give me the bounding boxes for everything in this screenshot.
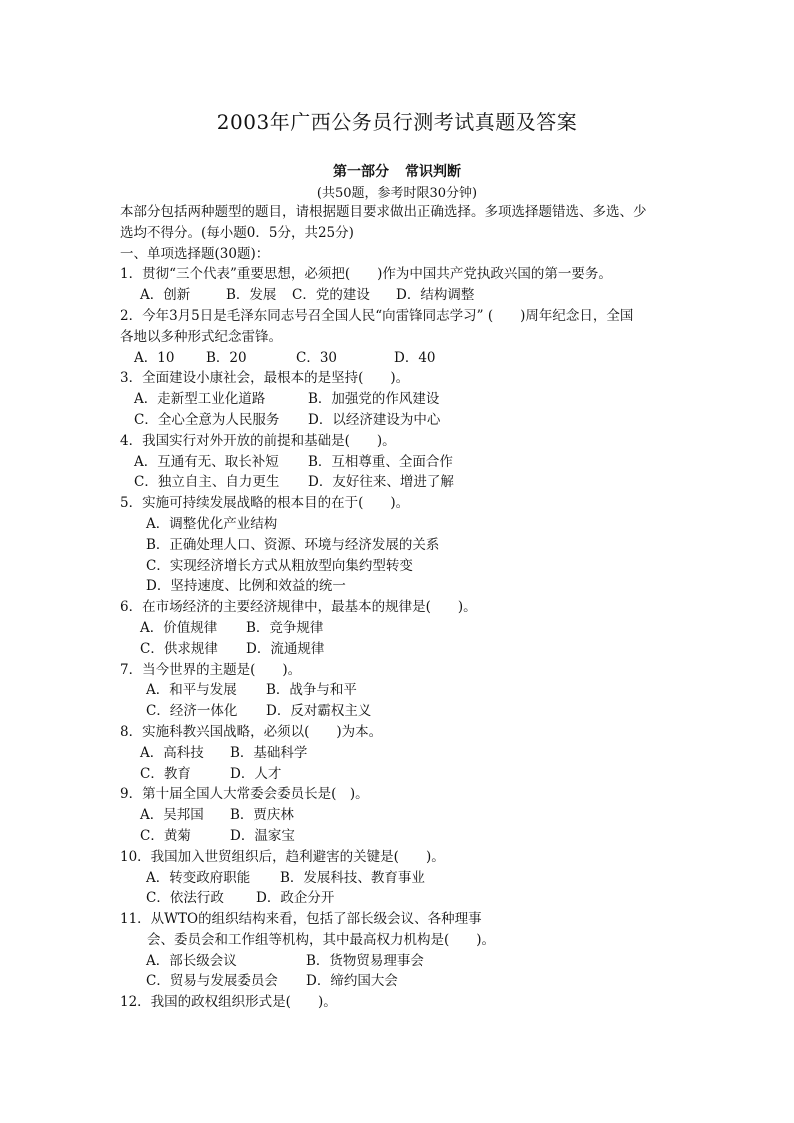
option: D．以经济建设为中心 xyxy=(308,411,441,428)
option: D．坚持速度、比例和效益的统一 xyxy=(146,578,346,595)
part-topic: 常识判断 xyxy=(405,164,461,180)
option: C．全心全意为人民服务 xyxy=(134,411,280,428)
option: B．货物贸易理事会 xyxy=(306,952,424,969)
option: A．价值规律 xyxy=(140,619,218,636)
question-8-options xyxy=(120,764,680,785)
question-8: 8．实施科教兴国战略，必须以( )为本。 xyxy=(120,723,383,740)
section-heading: 一、单项选择题(30题)： xyxy=(120,245,270,262)
option: D．政企分开 xyxy=(256,890,335,907)
option: A．转变政府职能 xyxy=(146,869,251,886)
question-10-options xyxy=(120,888,680,909)
question-11: 11．从WTO的组织结构来看，包括了部长级会议、各种理事 xyxy=(120,911,482,928)
question-7: 7．当今世界的主题是( )。 xyxy=(120,661,302,678)
question-3-options xyxy=(120,389,680,410)
intro-line: 选均不得分。(每小题0．5分，共25分) xyxy=(120,224,354,241)
option: C．教育 xyxy=(140,765,191,782)
option: C．供求规律 xyxy=(140,640,218,657)
question-2-cont: 各地以多种形式纪念雷锋。 xyxy=(120,328,282,345)
option: C．独立自主、自力更生 xyxy=(134,474,280,491)
question-1-options xyxy=(120,285,680,306)
question-10-options xyxy=(120,868,680,889)
option: B．发展科技、教育事业 xyxy=(280,869,425,886)
option: B．20 xyxy=(206,349,247,366)
question-6-options xyxy=(120,618,680,639)
option: C．党的建设 xyxy=(292,287,370,304)
option: D．人才 xyxy=(230,765,282,782)
question-2-options xyxy=(120,348,680,369)
option: D．反对霸权主义 xyxy=(266,703,372,720)
question-6: 6．在市场经济的主要经济规律中，最基本的规律是( )。 xyxy=(120,599,477,616)
question-6-options xyxy=(120,639,680,660)
option: A．走新型工业化道路 xyxy=(134,391,266,408)
option: D．结构调整 xyxy=(396,287,475,304)
question-3: 3．全面建设小康社会，最根本的是坚持( )。 xyxy=(120,370,410,387)
option: C．30 xyxy=(296,349,338,366)
question-2: 2．今年3月5日是毛泽东同志号召全国人民“向雷锋同志学习” ( )周年纪念日，全国 xyxy=(120,307,634,324)
question-5: 5．实施可持续发展战略的根本目的在于( )。 xyxy=(120,495,410,512)
option: B．加强党的作风建设 xyxy=(308,391,440,408)
option: C．实现经济增长方式从粗放型向集约型转变 xyxy=(146,557,413,574)
question-9-options xyxy=(120,805,680,826)
question-7-options xyxy=(120,701,680,722)
option: C．依法行政 xyxy=(146,890,224,907)
part-subtitle: (共50题，参考时限30分钟) xyxy=(316,186,478,201)
question-12: 12．我国的政权组织形式是( )。 xyxy=(120,994,337,1011)
document-body xyxy=(120,202,680,1013)
question-4-options xyxy=(120,452,680,473)
question-3-options xyxy=(120,410,680,431)
option: B．竞争规律 xyxy=(246,619,324,636)
intro-line: 本部分包括两种题型的题目，请根据题目要求做出正确选择。多项选择题错选、多选、少 xyxy=(120,204,647,220)
option: D．友好往来、增进了解 xyxy=(308,474,454,491)
document-title: 2003年广西公务员行测考试真题及答案 xyxy=(216,110,578,134)
question-11-cont: 会、委员会和工作组等机构，其中最高权力机构是( )。 xyxy=(120,931,496,948)
option: B．正确处理人口、资源、环境与经济发展的关系 xyxy=(146,536,440,553)
option: B．战争与和平 xyxy=(266,682,357,699)
option: D．缔约国大会 xyxy=(306,973,398,990)
option: B．互相尊重、全面合作 xyxy=(308,453,453,470)
option: A．高科技 xyxy=(140,744,204,761)
option: B．发展 xyxy=(226,287,277,304)
option: D．40 xyxy=(394,349,436,366)
option: C．贸易与发展委员会 xyxy=(146,973,278,990)
option: A．部长级会议 xyxy=(146,952,237,969)
question-9: 9．第十届全国人大常委会委员长是( )。 xyxy=(120,786,369,803)
question-11-options xyxy=(120,971,680,992)
option: A．互通有无、取长补短 xyxy=(134,453,279,470)
option: B．贾庆林 xyxy=(230,807,294,824)
question-10: 10．我国加入世贸组织后，趋利避害的关键是( )。 xyxy=(120,848,445,865)
question-9-options xyxy=(120,826,680,847)
question-1: 1．贯彻“三个代表”重要思想，必须把( )作为中国共产党执政兴国的第一要务。 xyxy=(120,266,612,283)
part-heading xyxy=(0,161,794,181)
option: D．温家宝 xyxy=(230,827,295,844)
option: A．创新 xyxy=(140,287,191,304)
option: A．调整优化产业结构 xyxy=(146,515,278,532)
question-8-options xyxy=(120,743,680,764)
question-7-options xyxy=(120,680,680,701)
question-4: 4．我国实行对外开放的前提和基础是( )。 xyxy=(120,432,396,449)
option: C．经济一体化 xyxy=(146,703,238,720)
option: B．基础科学 xyxy=(230,744,308,761)
question-4-options xyxy=(120,472,680,493)
option: C．黄菊 xyxy=(140,827,191,844)
option: D．流通规律 xyxy=(246,640,325,657)
option: A．吴邦国 xyxy=(140,807,204,824)
part-name: 第一部分 xyxy=(333,164,389,180)
option: A．10 xyxy=(134,349,175,366)
option: A．和平与发展 xyxy=(146,682,237,699)
question-11-options xyxy=(120,951,680,972)
